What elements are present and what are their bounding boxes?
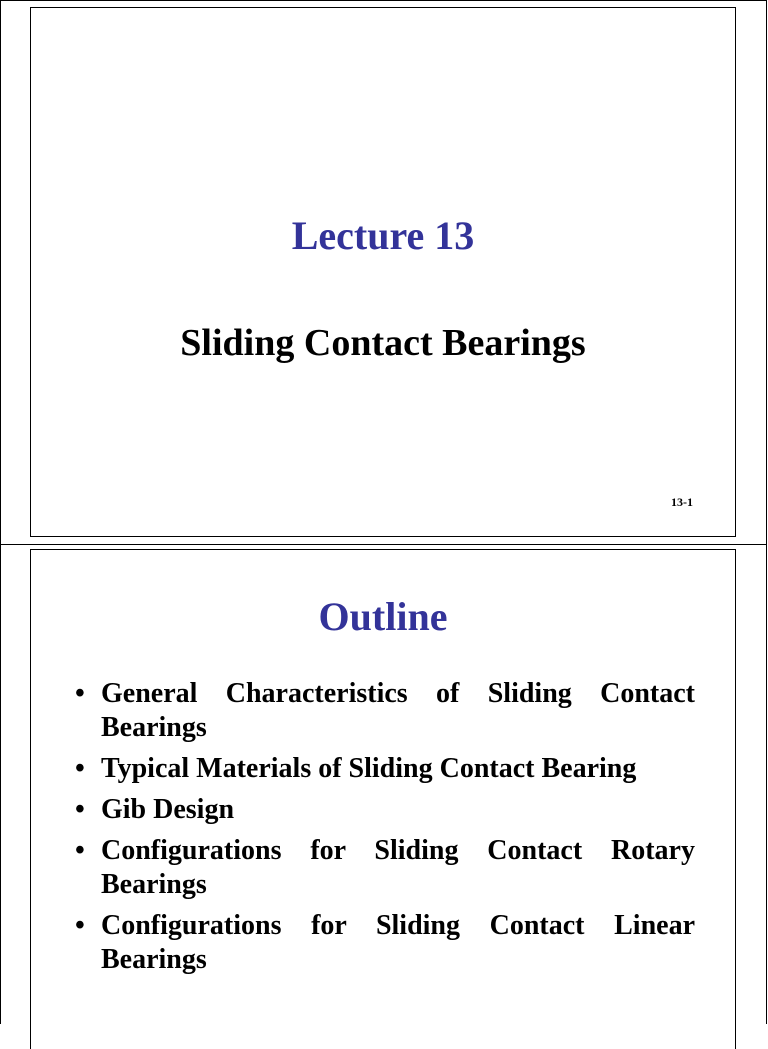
outline-item-text: Gib Design: [101, 794, 235, 825]
bullet-icon: •: [75, 678, 85, 709]
outline-item: [73, 834, 695, 902]
outline-item: [73, 909, 695, 977]
outline-item-text: Typical Materials of Sliding Contact Bearing: [101, 753, 637, 784]
slide-lecture-title: [30, 7, 736, 537]
lecture-title: Lecture 13: [291, 213, 475, 258]
outline-item: [73, 793, 695, 827]
outline-list: [73, 677, 695, 984]
outline-title: Outline: [318, 594, 448, 639]
outline-item-text: Configurations for Sliding Contact Linear Bearings: [101, 910, 695, 975]
outline-item-text: Configurations for Sliding Contact Rotary Bearings: [101, 835, 695, 900]
bullet-icon: •: [75, 753, 85, 784]
bullet-icon: •: [75, 794, 85, 825]
lecture-subtitle: Sliding Contact Bearings: [180, 322, 586, 364]
outline-item-text: General Characteristics of Sliding Contact Bearings: [101, 678, 695, 743]
slide-outline: [30, 549, 736, 1049]
bullet-icon: •: [75, 910, 85, 941]
outline-item: [73, 752, 695, 786]
slide-number: 13-1: [671, 495, 693, 509]
outline-item: [73, 677, 695, 745]
bullet-icon: •: [75, 835, 85, 866]
